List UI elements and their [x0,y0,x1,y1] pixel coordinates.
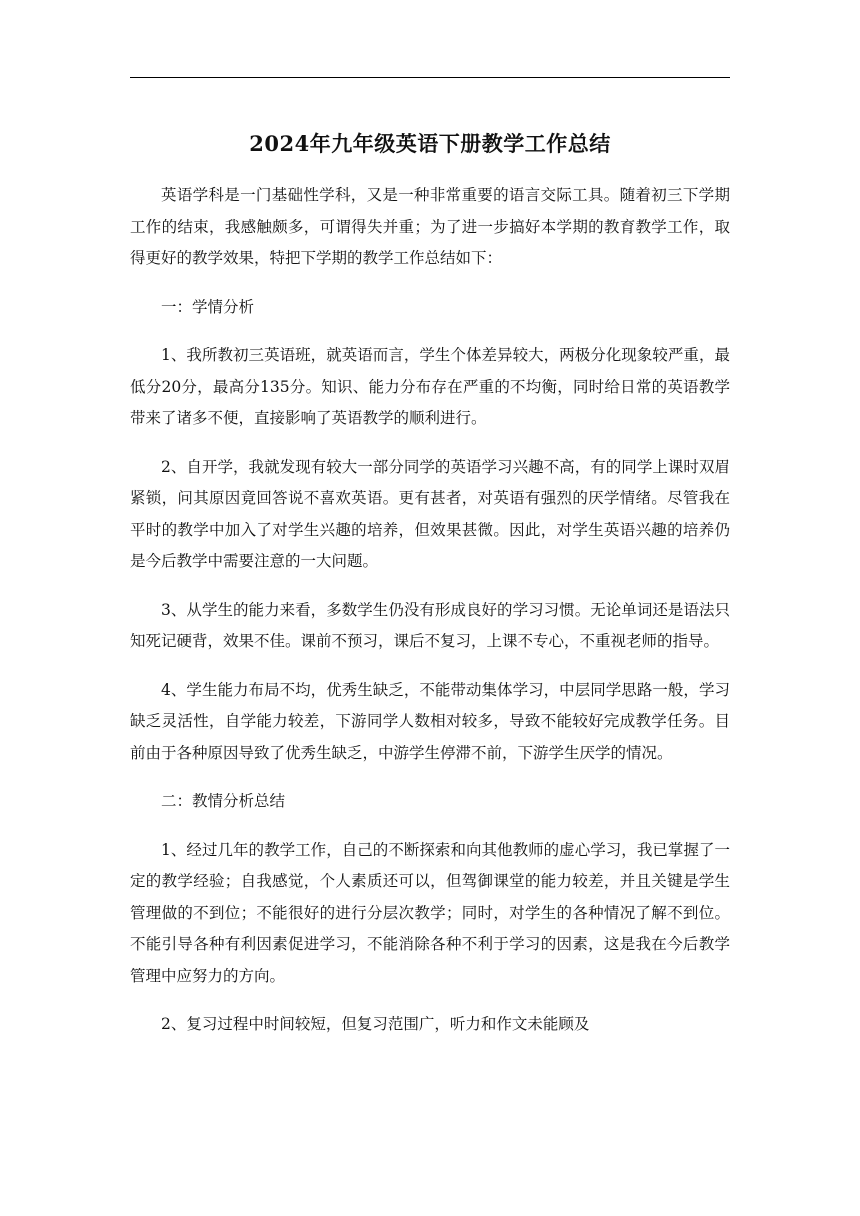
paragraph-teaching-2: 2、复习过程中时间较短，但复习范围广，听力和作文未能顾及 [161,1015,590,1033]
paragraph-student-2: 2、自开学，我就发现有较大一部分同学的英语学习兴趣不高，有的同学上课时双眉紧锁，问其原因竟回答说不喜欢英语。更有甚者，对英语有强烈的厌学情绪。尽管我在平时的教学中加入了对学生兴趣的培养，但效果甚微。因此，对学生英语兴趣的培养仍是今后教学中需要注意的一大问题。 [130,457,730,570]
section-heading-teaching-analysis: 二：教情分析总结 [161,792,286,810]
paragraph-student-4: 4、学生能力布局不均，优秀生缺乏，不能带动集体学习，中层同学思路一般，学习缺乏灵活性，自学能力较差，下游同学人数相对较多，导致不能较好完成教学任务。目前由于各种原因导致了优秀生缺乏，中游学生停滞不前，下游学生厌学的情况。 [130,680,730,762]
header-rule [130,77,730,78]
paragraph-student-1: 1、我所教初三英语班，就英语而言，学生个体差异较大，两极分化现象较严重，最低分20分，最高分135分。知识、能力分布存在严重的不均衡，同时给日常的英语教学带来了诸多不便，直接影响了英语教学的顺利进行。 [130,346,730,427]
intro-paragraph: 英语学科是一门基础性学科，又是一种非常重要的语言交际工具。随着初三下学期工作的结束，我感触颇多，可谓得失并重；为了进一步搞好本学期的教育教学工作，取得更好的教学效果，特把下学期的教学工作总结如下： [130,186,730,267]
paragraph-teaching-1: 1、经过几年的教学工作，自己的不断探索和向其他教师的虚心学习，我已掌握了一定的教学经验；自我感觉，个人素质还可以，但驾御课堂的能力较差，并且关键是学生管理做的不到位；不能很好的进行分层次教学；同时，对学生的各种情况了解不到位。不能引导各种有利因素促进学习，不能消除各种不利于学习的因素，这是我在今后教学管理中应努力的方向。 [130,840,730,985]
document-body [130,180,730,1058]
document-title: 2024年九年级英语下册教学工作总结 [249,131,611,156]
section-heading-student-analysis: 一：学情分析 [161,297,255,316]
paragraph-student-3: 3、从学生的能力来看，多数学生仍没有形成良好的学习习惯。无论单词还是语法只知死记硬背，效果不佳。课前不预习，课后不复习，上课不专心，不重视老师的指导。 [130,600,730,650]
